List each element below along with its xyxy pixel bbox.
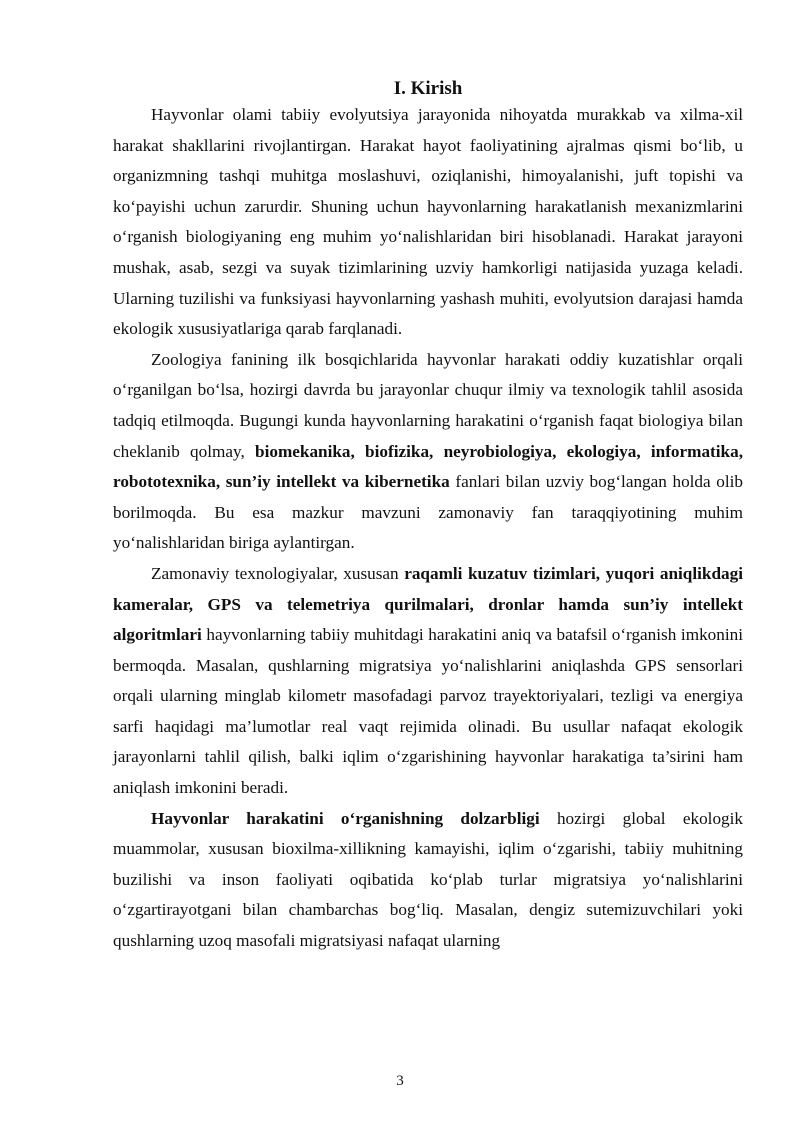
paragraph-4 [113,804,743,957]
text-run: Zoologiya fanining ilk bosqichlarida hayvonlar harakati oddiy kuzatishlar orqali o‘rganilgan bo‘lsa, hozirgi davrda bu jarayonlar chuqur ilmiy va texnologik tahlil asosida tadqiq etilmoqda. Bugungi kunda hayvonlarning harakatini o‘rganish faqat biologiya bilan cheklanib qolmay, [113,349,743,461]
bold-phrase: Hayvonlar harakatini o‘rganishning dolzarbligi [151,808,540,828]
bold-phrase: biomekanika, biofizika, neyrobiologiya, ekologiya, informatika, robototexnika, sun’iy intellekt va kibernetika [113,441,744,492]
text-run: fanlari bilan uzviy bog‘langan holda olib borilmoqda. Bu esa mazkur mavzuni zamonaviy fan taraqqiyotining muhim yo‘nalishlaridan biriga aylantirgan. [113,472,743,553]
text-run: Zamonaviy texnologiyalar, xususan [151,563,405,583]
body-text [113,100,743,957]
paragraph-3 [113,559,743,804]
text-run: hozirgi global ekologik muammolar, xususan bioxilma-xillikning kamayishi, iqlim o‘zgarishi, tabiiy muhitning buzilishi va inson faoliyati oqibatida ko‘plab turlar migratsiya yo‘nalishlarini o‘zgartirayotgani bilan chambarchas bog‘liq. Masalan, dengiz sutemizuvchilari yoki qushlarning uzoq masofali migratsiyasi nafaqat ularning [113,808,744,951]
text-run: Hayvonlar olami tabiiy evolyutsiya jarayonida nihoyatda murakkab va xilma-xil harakat shakllarini rivojlantirgan. Harakat hayot faoliyatining ajralmas qismi bo‘lib, u organizmning tashqi muhitga moslashuvi, oziqlanishi, himoyalanishi, juft topishi va ko‘payishi uchun zarurdir. Shuning uchun hayvonlarning harakatlanish mexanizmlarini o‘rganish biologiyaning eng muhim yo‘nalishlaridan biri hisoblanadi. Harakat jarayoni mushak, asab, sezgi va suyak tizimlarining uzviy hamkorligi natijasida yuzaga keladi. Ularning tuzilishi va funksiyasi hayvonlarning yashash muhiti, evolyutsion darajasi hamda ekologik xususiyatlariga qarab farqlanadi. [113,105,743,339]
text-run: hayvonlarning tabiiy muhitdagi harakatini aniq va batafsil o‘rganish imkonini bermoqda. Masalan, qushlarning migratsiya yo‘nalishlarini aniqlashda GPS sensorlari orqali ularning minglab kilometr masofadagi parvoz trayektoriyalari, tezligi va energiya sarfi haqidagi ma’lumotlar real vaqt rejimida olinadi. Bu usullar nafaqat ekologik jarayonlarni tahlil qilish, balki iqlim o‘zgarishining hayvonlar harakatiga ta’sirini ham aniqlash imkonini beradi. [113,625,743,798]
section-heading: I. Kirish [393,78,463,99]
paragraph-2 [113,345,743,559]
document-page [113,0,743,957]
paragraph-1 [113,100,743,345]
bold-phrase: raqamli kuzatuv tizimlari, yuqori aniqlikdagi kameralar, GPS va telemetriya qurilmalari, dronlar hamda sun’iy intellekt algoritmlari [113,563,743,645]
page-number: 3 [396,1073,404,1089]
